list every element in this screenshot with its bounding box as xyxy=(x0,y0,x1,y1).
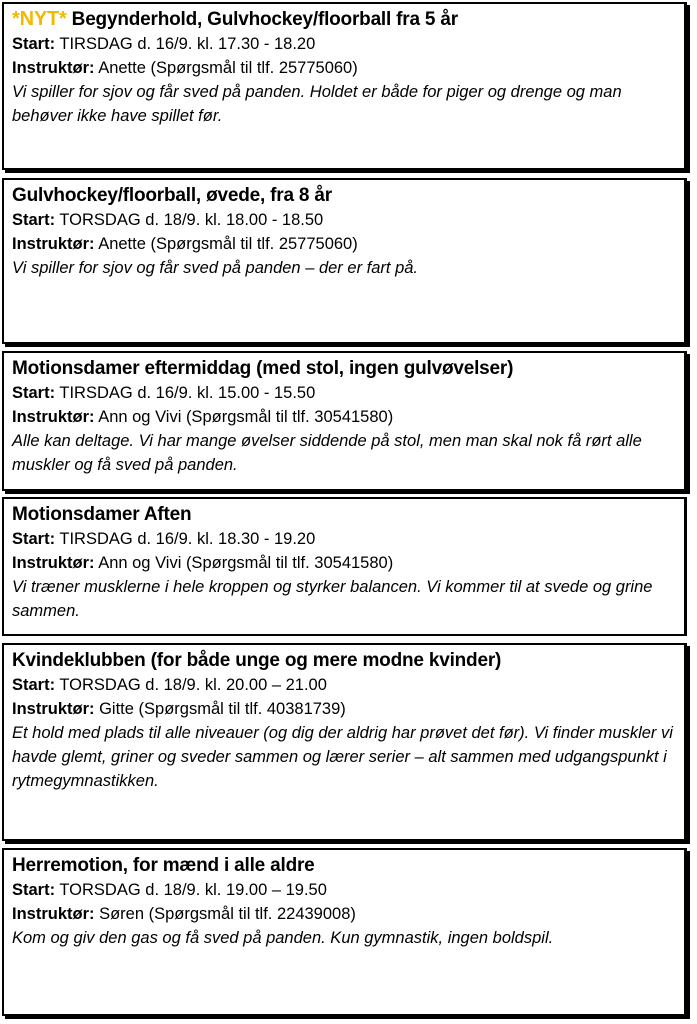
class-start: Start: TIRSDAG d. 16/9. kl. 17.30 - 18.20 xyxy=(12,35,316,53)
class-start: Start: TORSDAG d. 18/9. kl. 20.00 – 21.00 xyxy=(12,676,327,694)
class-start: Start: TORSDAG d. 18/9. kl. 18.00 - 18.50 xyxy=(12,211,324,229)
class-instructor: Instruktør: Søren (Spørgsmål til tlf. 22439008) xyxy=(12,905,356,923)
class-instructor: Instruktør: Anette (Spørgsmål til tlf. 25775060) xyxy=(12,235,358,253)
class-description: Vi spiller for sjov og får sved på panden – der er fart på. xyxy=(12,259,419,277)
class-card-herremotion xyxy=(2,848,687,1016)
class-description: Et hold med plads til alle niveauer (og dig der aldrig har prøvet det før). Vi finder muskler vi havde glemt, griner og sveder sammen og lærer serier – alt sammen med udgangspunkt i rytmegymnastikken. xyxy=(12,724,673,790)
class-title: *NYT* Begynderhold, Gulvhockey/floorball fra 5 år xyxy=(12,8,458,30)
class-description: Kom og giv den gas og få sved på panden. Kun gymnastik, ingen boldspil. xyxy=(12,929,554,947)
class-title: Kvindeklubben (for både unge og mere modne kvinder) xyxy=(12,650,502,671)
class-card-advanced-floorball xyxy=(2,178,687,344)
class-start: Start: TIRSDAG d. 16/9. kl. 18.30 - 19.20 xyxy=(12,530,316,548)
class-instructor: Instruktør: Gitte (Spørgsmål til tlf. 40381739) xyxy=(12,700,346,718)
class-description: Vi spiller for sjov og får sved på panden. Holdet er både for piger og drenge og man behøver ikke have spillet før. xyxy=(12,83,622,125)
class-title: Motionsdamer eftermiddag (med stol, ingen gulvøvelser) xyxy=(12,358,514,379)
class-instructor: Instruktør: Anette (Spørgsmål til tlf. 25775060) xyxy=(12,59,358,77)
class-start: Start: TIRSDAG d. 16/9. kl. 15.00 - 15.50 xyxy=(12,384,316,402)
class-description: Vi træner musklerne i hele kroppen og styrker balancen. Vi kommer til at svede og grine sammen. xyxy=(12,578,653,620)
class-card-motionsdamer-afternoon xyxy=(2,351,687,491)
class-card-motionsdamer-evening xyxy=(2,497,687,636)
class-instructor: Instruktør: Ann og Vivi (Spørgsmål til tlf. 30541580) xyxy=(12,554,394,572)
class-card-kvindeklubben xyxy=(2,643,687,841)
class-title: Gulvhockey/floorball, øvede, fra 8 år xyxy=(12,185,332,206)
new-badge: *NYT* xyxy=(12,8,67,30)
class-title: Herremotion, for mænd i alle aldre xyxy=(12,855,315,876)
class-description: Alle kan deltage. Vi har mange øvelser siddende på stol, men man skal nok få rørt alle muskler og få sved på panden. xyxy=(12,432,642,474)
class-instructor: Instruktør: Ann og Vivi (Spørgsmål til tlf. 30541580) xyxy=(12,408,394,426)
class-start: Start: TORSDAG d. 18/9. kl. 19.00 – 19.50 xyxy=(12,881,327,899)
class-title: Motionsdamer Aften xyxy=(12,504,192,525)
class-card-beginner-floorball xyxy=(2,2,687,170)
